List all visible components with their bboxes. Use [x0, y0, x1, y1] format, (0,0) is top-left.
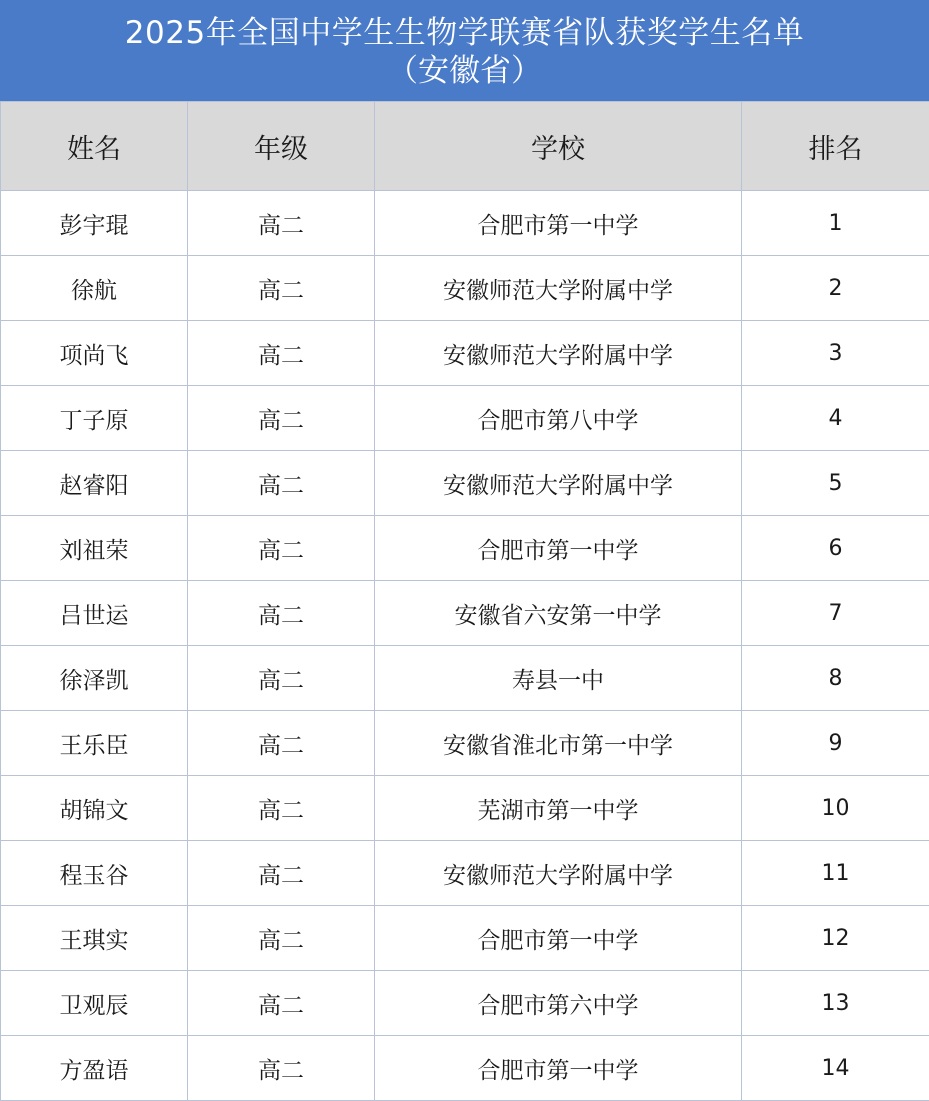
cell-rank: 1 — [742, 191, 929, 256]
column-header-grade: 年级 — [188, 102, 375, 191]
cell-name: 程玉谷 — [1, 841, 188, 906]
cell-name: 徐航 — [1, 256, 188, 321]
table-body — [1, 191, 929, 1101]
table-row — [1, 191, 929, 256]
cell-grade: 高二 — [188, 256, 375, 321]
cell-rank: 3 — [742, 321, 929, 386]
table-row — [1, 581, 929, 646]
cell-grade: 高二 — [188, 191, 375, 256]
cell-grade: 高二 — [188, 516, 375, 581]
cell-school: 合肥市第八中学 — [375, 386, 742, 451]
cell-name: 方盈语 — [1, 1036, 188, 1101]
cell-rank: 4 — [742, 386, 929, 451]
cell-grade: 高二 — [188, 451, 375, 516]
cell-school: 安徽师范大学附属中学 — [375, 321, 742, 386]
cell-rank: 13 — [742, 971, 929, 1036]
table-header-row — [1, 102, 929, 191]
table-row — [1, 386, 929, 451]
cell-grade: 高二 — [188, 711, 375, 776]
cell-school: 安徽省淮北市第一中学 — [375, 711, 742, 776]
title-banner — [0, 0, 929, 101]
cell-school: 寿县一中 — [375, 646, 742, 711]
cell-grade: 高二 — [188, 581, 375, 646]
page-subtitle: （安徽省） — [387, 52, 542, 90]
cell-name: 项尚飞 — [1, 321, 188, 386]
cell-grade: 高二 — [188, 906, 375, 971]
table-row — [1, 451, 929, 516]
cell-name: 刘祖荣 — [1, 516, 188, 581]
cell-name: 赵睿阳 — [1, 451, 188, 516]
cell-name: 王琪实 — [1, 906, 188, 971]
cell-rank: 2 — [742, 256, 929, 321]
table-row — [1, 776, 929, 841]
cell-name: 王乐臣 — [1, 711, 188, 776]
cell-rank: 9 — [742, 711, 929, 776]
table-row — [1, 906, 929, 971]
cell-rank: 14 — [742, 1036, 929, 1101]
cell-grade: 高二 — [188, 971, 375, 1036]
table-row — [1, 256, 929, 321]
cell-grade: 高二 — [188, 646, 375, 711]
cell-rank: 6 — [742, 516, 929, 581]
cell-grade: 高二 — [188, 321, 375, 386]
table-row — [1, 1036, 929, 1101]
table-row — [1, 516, 929, 581]
table-row — [1, 321, 929, 386]
cell-school: 合肥市第一中学 — [375, 516, 742, 581]
table-row — [1, 971, 929, 1036]
cell-name: 吕世运 — [1, 581, 188, 646]
award-table — [0, 101, 929, 1101]
table-row — [1, 841, 929, 906]
cell-name: 丁子原 — [1, 386, 188, 451]
cell-rank: 12 — [742, 906, 929, 971]
column-header-school: 学校 — [375, 102, 742, 191]
cell-grade: 高二 — [188, 776, 375, 841]
cell-grade: 高二 — [188, 386, 375, 451]
cell-school: 合肥市第六中学 — [375, 971, 742, 1036]
column-header-rank: 排名 — [742, 102, 929, 191]
cell-rank: 8 — [742, 646, 929, 711]
cell-school: 安徽师范大学附属中学 — [375, 451, 742, 516]
cell-name: 卫观辰 — [1, 971, 188, 1036]
cell-school: 安徽师范大学附属中学 — [375, 256, 742, 321]
cell-name: 彭宇琨 — [1, 191, 188, 256]
cell-grade: 高二 — [188, 1036, 375, 1101]
cell-school: 合肥市第一中学 — [375, 1036, 742, 1101]
cell-school: 合肥市第一中学 — [375, 906, 742, 971]
cell-school: 合肥市第一中学 — [375, 191, 742, 256]
table-row — [1, 646, 929, 711]
cell-school: 安徽师范大学附属中学 — [375, 841, 742, 906]
cell-rank: 5 — [742, 451, 929, 516]
cell-name: 徐泽凯 — [1, 646, 188, 711]
column-header-name: 姓名 — [1, 102, 188, 191]
cell-grade: 高二 — [188, 841, 375, 906]
cell-name: 胡锦文 — [1, 776, 188, 841]
cell-rank: 7 — [742, 581, 929, 646]
cell-rank: 10 — [742, 776, 929, 841]
table-row — [1, 711, 929, 776]
page-title: 2025年全国中学生生物学联赛省队获奖学生名单 — [125, 14, 804, 52]
cell-rank: 11 — [742, 841, 929, 906]
cell-school: 安徽省六安第一中学 — [375, 581, 742, 646]
cell-school: 芜湖市第一中学 — [375, 776, 742, 841]
